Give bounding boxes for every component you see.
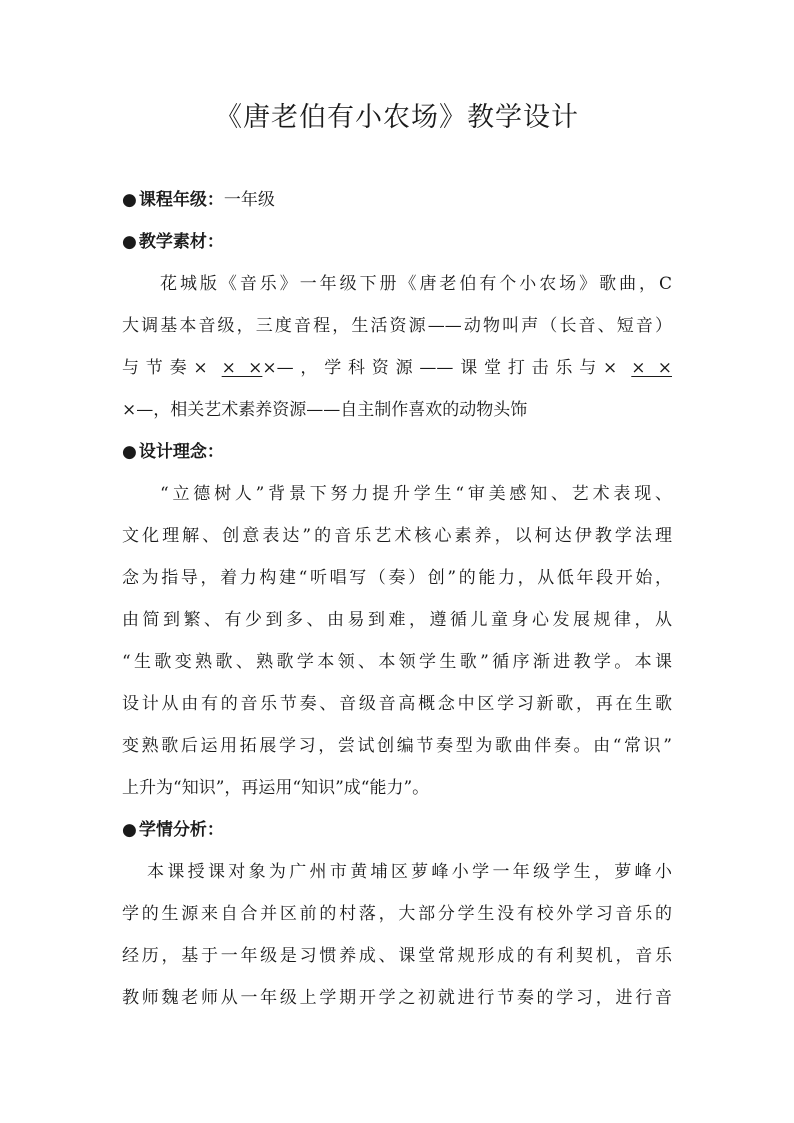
materials-line-4: ×—，相关艺术素养资源——自主制作喜欢的动物头饰: [122, 400, 528, 420]
design-line-7: 变熟歌后运用拓展学习，尝试创编节奏型为歌曲伴奏。由“常识”: [122, 736, 672, 756]
design-line-3: 念为指导，着力构建“听唱写（奏）创”的能力，从低年段开始，: [122, 568, 672, 588]
design-line-4: 由简到繁、有少到多、由易到难，遵循儿童身心发展规律，从: [122, 610, 672, 630]
document-title: 《唐老伯有小农场》教学设计: [215, 102, 579, 133]
students-line-4: 教师魏老师从一年级上学期开学之初就进行节奏的学习，进行音: [122, 988, 672, 1008]
design-line-6: 设计从由有的音乐节奏、音级音高概念中区学习新歌，再在生歌: [122, 694, 672, 714]
materials-line-3-pre: 与节奏×: [122, 358, 208, 378]
section-grade: [122, 188, 275, 212]
design-label: 设计理念：: [138, 442, 224, 462]
section-design-heading: [122, 440, 224, 464]
materials-line-2: 大调基本音级，三度音程，生活资源——动物叫声（长音、短音）: [122, 316, 672, 336]
bullet-icon: ●: [122, 820, 137, 840]
design-line-1: “立德树人”背景下努力提升学生“审美感知、艺术表现、: [160, 484, 672, 504]
rhythm-underline-1: × ×: [221, 358, 263, 378]
students-line-1: 本课授课对象为广州市黄埔区萝峰小学一年级学生，萝峰小: [147, 862, 672, 882]
section-materials-heading: [122, 230, 224, 254]
design-line-2: 文化理解、创意表达”的音乐艺术核心素养，以柯达伊教学法理: [122, 526, 672, 546]
design-line-5: “生歌变熟歌、熟歌学本领、本领学生歌”循序渐进教学。本课: [122, 652, 672, 672]
materials-line-1: 花城版《音乐》一年级下册《唐老伯有个小农场》歌曲，C: [160, 274, 672, 294]
bullet-icon: ●: [122, 190, 137, 210]
bullet-icon: ●: [122, 232, 137, 252]
section-students-heading: [122, 818, 224, 842]
rhythm-underline-2: × ×: [631, 358, 672, 378]
materials-line-3-mid: ×—，学科资源——课堂打击乐与×: [262, 358, 618, 378]
grade-value: 一年级: [223, 190, 275, 210]
students-line-2: 学的生源来自合并区前的村落，大部分学生没有校外学习音乐的: [122, 904, 672, 924]
grade-label: 课程年级：: [138, 190, 224, 210]
bullet-icon: ●: [122, 442, 137, 462]
materials-line-3: [122, 356, 672, 380]
students-line-3: 经历，基于一年级是习惯养成、课堂常规形成的有利契机，音乐: [122, 946, 672, 966]
design-line-8: 上升为“知识”，再运用“知识”成“能力”。: [122, 778, 430, 798]
materials-label: 教学素材：: [138, 232, 224, 252]
students-label: 学情分析：: [138, 820, 224, 840]
